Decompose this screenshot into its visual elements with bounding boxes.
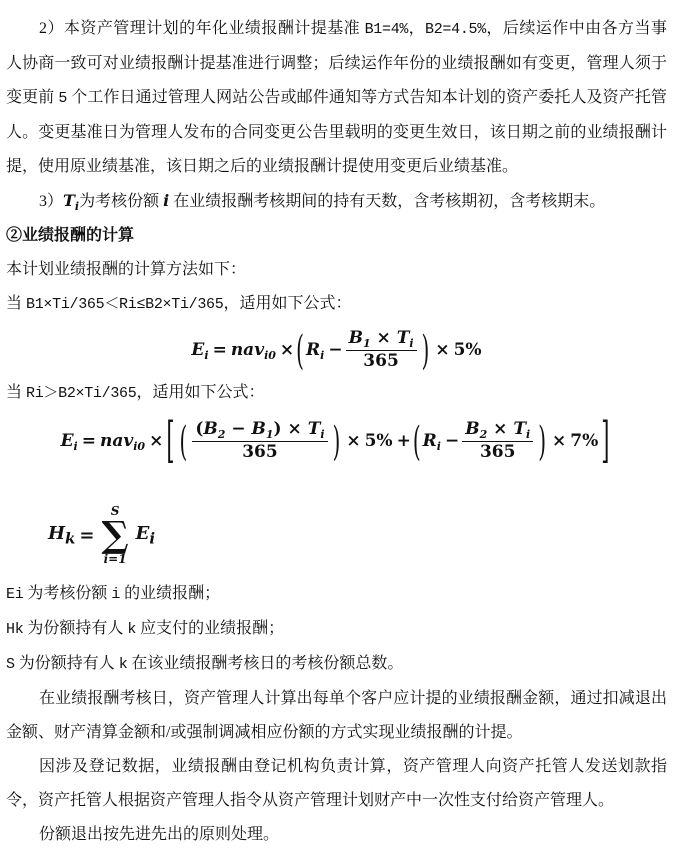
close-paren: ) xyxy=(421,326,430,374)
sum-lower-limit: i=1 xyxy=(103,552,127,567)
formula2-lhs: $E_i$ xyxy=(60,431,78,453)
fee-basis-text-3: 个工作日通过管理人网站公告或邮件通知等方式告知本计划的资产委托人及资产托管人。变更基准日为管理人发布的合同变更公告里载明的变更生效日，该日期之前的业绩报酬计提，使用原业绩基准，该日期之后的业绩报酬计提使用变更后业绩基准。 xyxy=(6,89,667,175)
paragraph-holding-days xyxy=(6,184,667,219)
condition2-prefix: 当 xyxy=(6,384,27,401)
holding-days-text-1: 为考核份额 xyxy=(79,193,164,210)
formula2-rate-1: 5% xyxy=(364,431,393,451)
close-bracket: ] xyxy=(601,412,610,468)
fee-basis-days-value: 5 xyxy=(58,90,68,107)
paragraph-condition-tier1 xyxy=(6,287,667,322)
summation-symbol xyxy=(102,505,129,565)
open-paren: ( xyxy=(412,417,421,465)
open-paren: ( xyxy=(179,417,188,465)
fee-basis-comma-1: ， xyxy=(408,20,426,37)
fee-basis-text-1: 2）本资产管理计划的年化业绩报酬计提基准 xyxy=(39,20,365,37)
formula1-ri: $R_i$ xyxy=(305,340,325,362)
formula2-fraction-1: $\frac{(B_2 - B_1) \times T_i}{365}$ xyxy=(192,420,327,462)
paragraph-fifo-rule: 份额退出按先进先出的原则处理。 xyxy=(39,826,280,843)
i-variable: i xyxy=(163,191,170,210)
holding-days-text-2: 在业绩报酬考核期间的持有天数，含考核期初，含考核期末。 xyxy=(169,193,606,210)
formula-total-fee: $H_k$ = S ∑ i=1 $E_i$ xyxy=(48,503,156,567)
paragraph-payment-process: 因涉及登记数据，业绩报酬由登记机构负责计算，资产管理人向资产托管人发送划款指令，资产托管人根据资产管理人指令从资产管理计划财产中一次性支付给资产管理人。 xyxy=(6,758,667,809)
holding-days-number: 3） xyxy=(39,193,64,210)
formula1-rate: 5% xyxy=(453,340,482,360)
formula1-fraction: $\frac{B_1 \times T_i}{365}$ xyxy=(346,329,417,371)
formula1-lhs: $E_i$ xyxy=(191,340,209,362)
fee-basis-text-2: ，后续运作中由各方当事人协商一致可对业绩报酬计提基准进行调整；后续运作年份的业绩报酬如有变更，管理人须于变更前 xyxy=(6,20,667,106)
open-bracket: [ xyxy=(166,412,175,468)
formula2-ri: $R_i$ xyxy=(422,431,441,453)
condition2-inequality: Ri＞B2×Ti/365 xyxy=(26,385,137,402)
formula1-nav: nav$_{i0}$ xyxy=(230,340,276,362)
definition-s: S 为份额持有人 k 在该业绩报酬考核日的考核份额总数。 xyxy=(6,655,404,673)
formula3-ei: $E_i$ xyxy=(135,522,156,548)
formula2-rate-2: 7% xyxy=(570,431,599,451)
paragraph-fee-basis xyxy=(6,12,667,184)
section-heading-fee-calculation: ②业绩报酬的计算 xyxy=(6,227,135,244)
paragraph-accrual-method: 在业绩报酬考核日，资产管理人计算出每单个客户应计提的业绩报酬金额，通过扣减退出金额、财产清算金额和/或强制调减相应份额的方式实现业绩报酬的计提。 xyxy=(6,690,667,741)
sum-upper-limit: S xyxy=(110,503,120,518)
definition-ei: Ei 为考核份额 i 的业绩报酬； xyxy=(6,585,221,603)
open-paren: ( xyxy=(296,326,304,374)
formula2-nav: nav$_{i0}$ xyxy=(99,431,146,453)
ti-variable: $T_i$ xyxy=(63,191,80,213)
condition2-suffix: ，适用如下公式： xyxy=(136,384,265,401)
formula3-lhs: $H_k$ xyxy=(48,522,76,548)
definition-hk: Hk 为份额持有人 k 应支付的业绩报酬； xyxy=(6,620,285,638)
close-paren: ) xyxy=(538,417,546,465)
condition1-inequality: B1×Ti/365＜Ri≤B2×Ti/365 xyxy=(26,296,224,313)
condition1-suffix: ，适用如下公式： xyxy=(223,295,352,312)
paragraph-condition-tier2 xyxy=(6,376,667,411)
formula2-fraction-2: $\frac{B_2 \times T_i}{365}$ xyxy=(462,420,533,462)
sigma-icon: ∑ xyxy=(101,513,129,556)
fee-basis-b1-value: B1=4% xyxy=(364,21,409,38)
close-paren: ) xyxy=(332,417,341,465)
formula-tier2: $E_i$ = nav$_{i0}$ × [ ( $\frac{(B_2 - B_1) \times T_i}{365}$ ) × 5% + ( $R_i$ − $\frac{B_2 \times T_i}{365}$ ) × 7% ] xyxy=(60,412,610,468)
paragraph-method-intro: 本计划业绩报酬的计算方法如下： xyxy=(6,261,247,278)
fee-basis-b2-value: B2=4.5% xyxy=(425,21,486,38)
condition1-prefix: 当 xyxy=(6,295,27,312)
formula-tier1: $E_i$ = nav$_{i0}$ × ( $R_i$ − $\frac{B_1 \times T_i}{365}$ ) × 5% xyxy=(191,326,482,374)
